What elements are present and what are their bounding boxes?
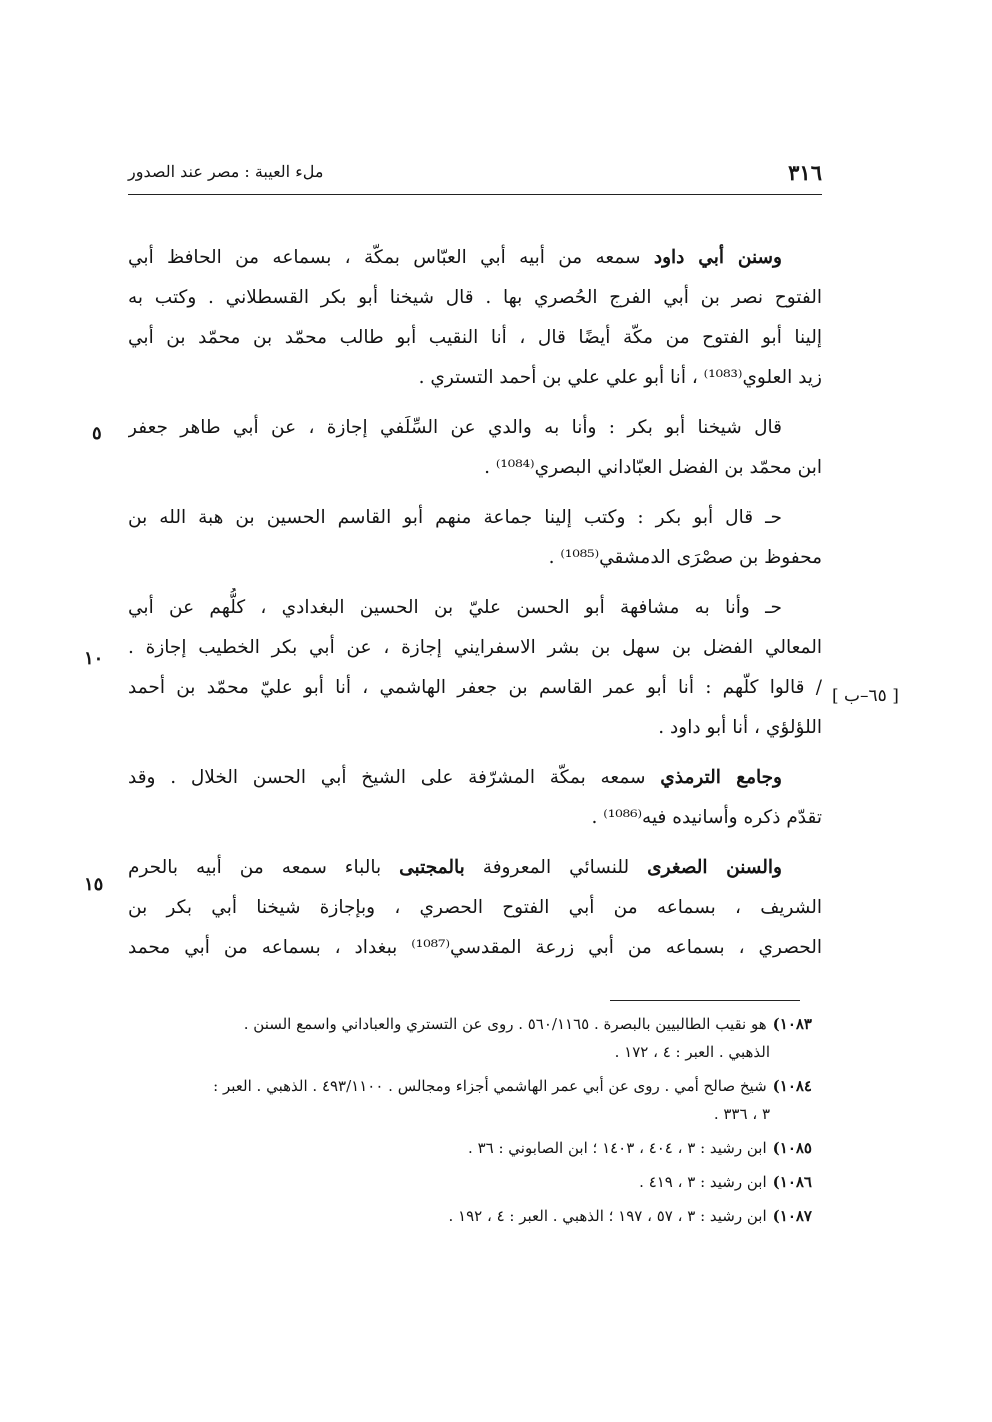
text-line: حـ قال أبو بكر : وكتب إلينا جماعة منهم أبو القاسم الحسين بن هبة الله بن [128,507,782,528]
paragraph-ha-1 [128,498,822,578]
paragraph-sunan-sughra [128,848,822,968]
footnote-number: ١٠٨٦) [772,1173,812,1191]
text-line: الفتوح نصر بن أبي الفرج الحُصري بها . قال شيخنا أبو بكر القسطلاني . وكتب به [128,287,822,308]
footnote [128,1010,812,1066]
book-title: بالمجتبى [399,857,465,878]
footnote [128,1168,812,1196]
footnote-rule [610,1000,800,1001]
text-line: المعالي الفضل بن سهل بن بشر الاسفرايني إجازة ، عن أبي بكر الخطيب إجازة . [128,637,822,658]
margin-folio-reference: [ ٦٥–ب ] [832,686,899,706]
header-rule [128,194,822,195]
footnote-number: ١٠٨٥) [772,1139,812,1157]
footnote [128,1202,812,1230]
main-text [128,238,822,978]
footnote-text: الذهبي . العبر : ٤ ، ١٧٢ . [614,1043,770,1061]
footnote-number: ١٠٨٧) [772,1207,812,1225]
paragraph-ha-2 [128,588,822,748]
text-line [128,238,822,278]
text-line [128,848,822,888]
text-span: بالباء سمعه من أبيه بالحرم [128,857,400,878]
book-title: وسنن أبي داود [653,247,782,268]
footnote-number: ١٠٨٣) [772,1015,812,1033]
margin-line-number: ٥ [92,423,102,444]
book-title: وجامع الترمذي [660,767,782,788]
text-span: سمعه بمكّة المشرّفة على الشيخ أبي الحسن الخلال . وقد [128,767,661,788]
footnote-number: ١٠٨٤) [772,1077,812,1095]
text-line [128,758,822,798]
text-line: زيد العلوي⁽¹⁰⁸³⁾ ، أنا أبو علي علي بن أحمد التستري . [418,367,822,388]
text-line: الشريف ، بسماعه من أبي الفتوح الحصري ، وبإجازة شيخنا أبي بكر بن [128,897,822,918]
footnote-text: ابن رشيد : ٣ ، ٤١٩ . [639,1173,767,1191]
text-line: قال شيخنا أبو بكر : وأنا به والدي عن السِّلَفي إجازة ، عن أبي طاهر جعفر [128,417,782,438]
text-line: اللؤلؤي ، أنا أبو داود . [658,717,822,738]
paragraph-sunan-abi-dawud [128,238,822,398]
text-line: ابن محمّد بن الفضل العبّاداني البصري⁽¹⁰⁸⁴⁾ . [484,457,822,478]
footnote-text: ابن رشيد : ٣ ، ٤٠٤ ، ١٤٠٣ ؛ ابن الصابوني : ٣٦ . [468,1139,767,1157]
text-span: للنسائي المعروفة [464,857,648,878]
running-title: ملء العيبة : مصر عند الصدور [128,162,324,181]
margin-line-number: ١٥ [84,874,104,895]
text-line: محفوظ بن صصْرَى الدمشقي⁽¹⁰⁸⁵⁾ . [548,547,822,568]
footnote [128,1134,812,1162]
footnote-text: هو نقيب الطالبيين بالبصرة . ٥٦٠/١١٦٥ . روى عن التستري والعباداني واسمع السنن . [243,1015,767,1033]
text-line: إلينا أبو الفتوح من مكّة أيضًا قال ، أنا النقيب أبو طالب محمّد بن محمّد بن أبي [128,327,822,348]
text-line: تقدّم ذكره وأسانيده فيه⁽¹⁰⁸⁶⁾ . [591,807,822,828]
page-number: ٣١٦ [788,160,822,185]
footnote-text: ٣ ، ٣٣٦ . [713,1105,770,1123]
footnote-text: شيخ صالح أمي . روى عن أبي عمر الهاشمي أجزاء ومجالس . ٤٩٣/١١٠٠ . الذهبي . العبر : [213,1077,767,1095]
text-line: حـ وأنا به مشافهة أبو الحسن عليّ بن الحسين البغدادي ، كلُّهم عن أبي [128,597,782,618]
text-span: سمعه من أبيه أبي العبّاس بمكّة ، بسماعه من الحافظ أبي [128,247,654,268]
footnote [128,1072,812,1128]
footnote-text: ابن رشيد : ٣ ، ٥٧ ، ١٩٧ ؛ الذهبي . العبر : ٤ ، ١٩٢ . [448,1207,767,1225]
paragraph-jami-tirmidhi [128,758,822,838]
page-header [128,158,822,190]
paragraph-abu-bakr [128,408,822,488]
margin-line-number: ١٠ [84,648,104,669]
book-title: والسنن الصغرى [647,857,782,878]
text-line: الحصري ، بسماعه من أبي زرعة المقدسي⁽¹⁰⁸⁷⁾ ببغداد ، بسماعه من أبي محمد [128,937,822,958]
footnotes [128,1010,812,1236]
text-line: / قالوا كلّهم : أنا أبو عمر القاسم بن جعفر الهاشمي ، أنا أبو عليّ محمّد بن أحمد [128,677,822,698]
